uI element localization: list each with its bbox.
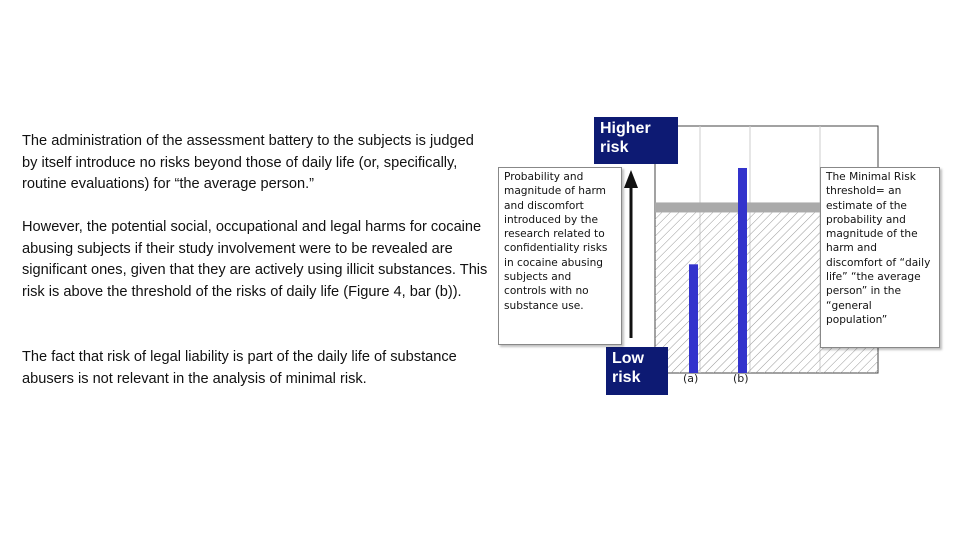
paragraph-2-text: However, the potential social, occupational and legal harms for cocaine abusing subjects if their study involvement were to be revealed are significant ones, given that they are actively using illicit substances. This risk is above the threshold of the risks of daily life (Figure 4, bar (b)).: [22, 219, 488, 300]
bar-a: [689, 264, 698, 373]
low-risk-label: Low risk: [606, 347, 668, 395]
research-risk-callout: Probability and magnitude of harm and discomfort introduced by the research related to confidentiality risks in cocaine abusing subjects and controls with no substance use.: [498, 167, 622, 345]
bar-b-label: (b): [733, 372, 749, 385]
risk-arrow-head: [624, 170, 638, 188]
bar-a-label: (a): [683, 372, 699, 385]
paragraph-3-text: The fact that risk of legal liability is part of the daily life of substance abusers is not relevant in the analysis of minimal risk.: [22, 349, 457, 387]
higher-risk-label: Higher risk: [594, 117, 678, 164]
minimal-risk-callout: The Minimal Risk threshold= an estimate of the probability and magnitude of the harm and discomfort of “daily life” “the average person” in the “general population”: [820, 167, 940, 348]
bar-b: [738, 168, 747, 373]
paragraph-1-text: The administration of the assessment battery to the subjects is judged by itself introduce no risks beyond those of daily life (or, specifically, routine evaluations) for “the average person.”: [22, 133, 474, 192]
